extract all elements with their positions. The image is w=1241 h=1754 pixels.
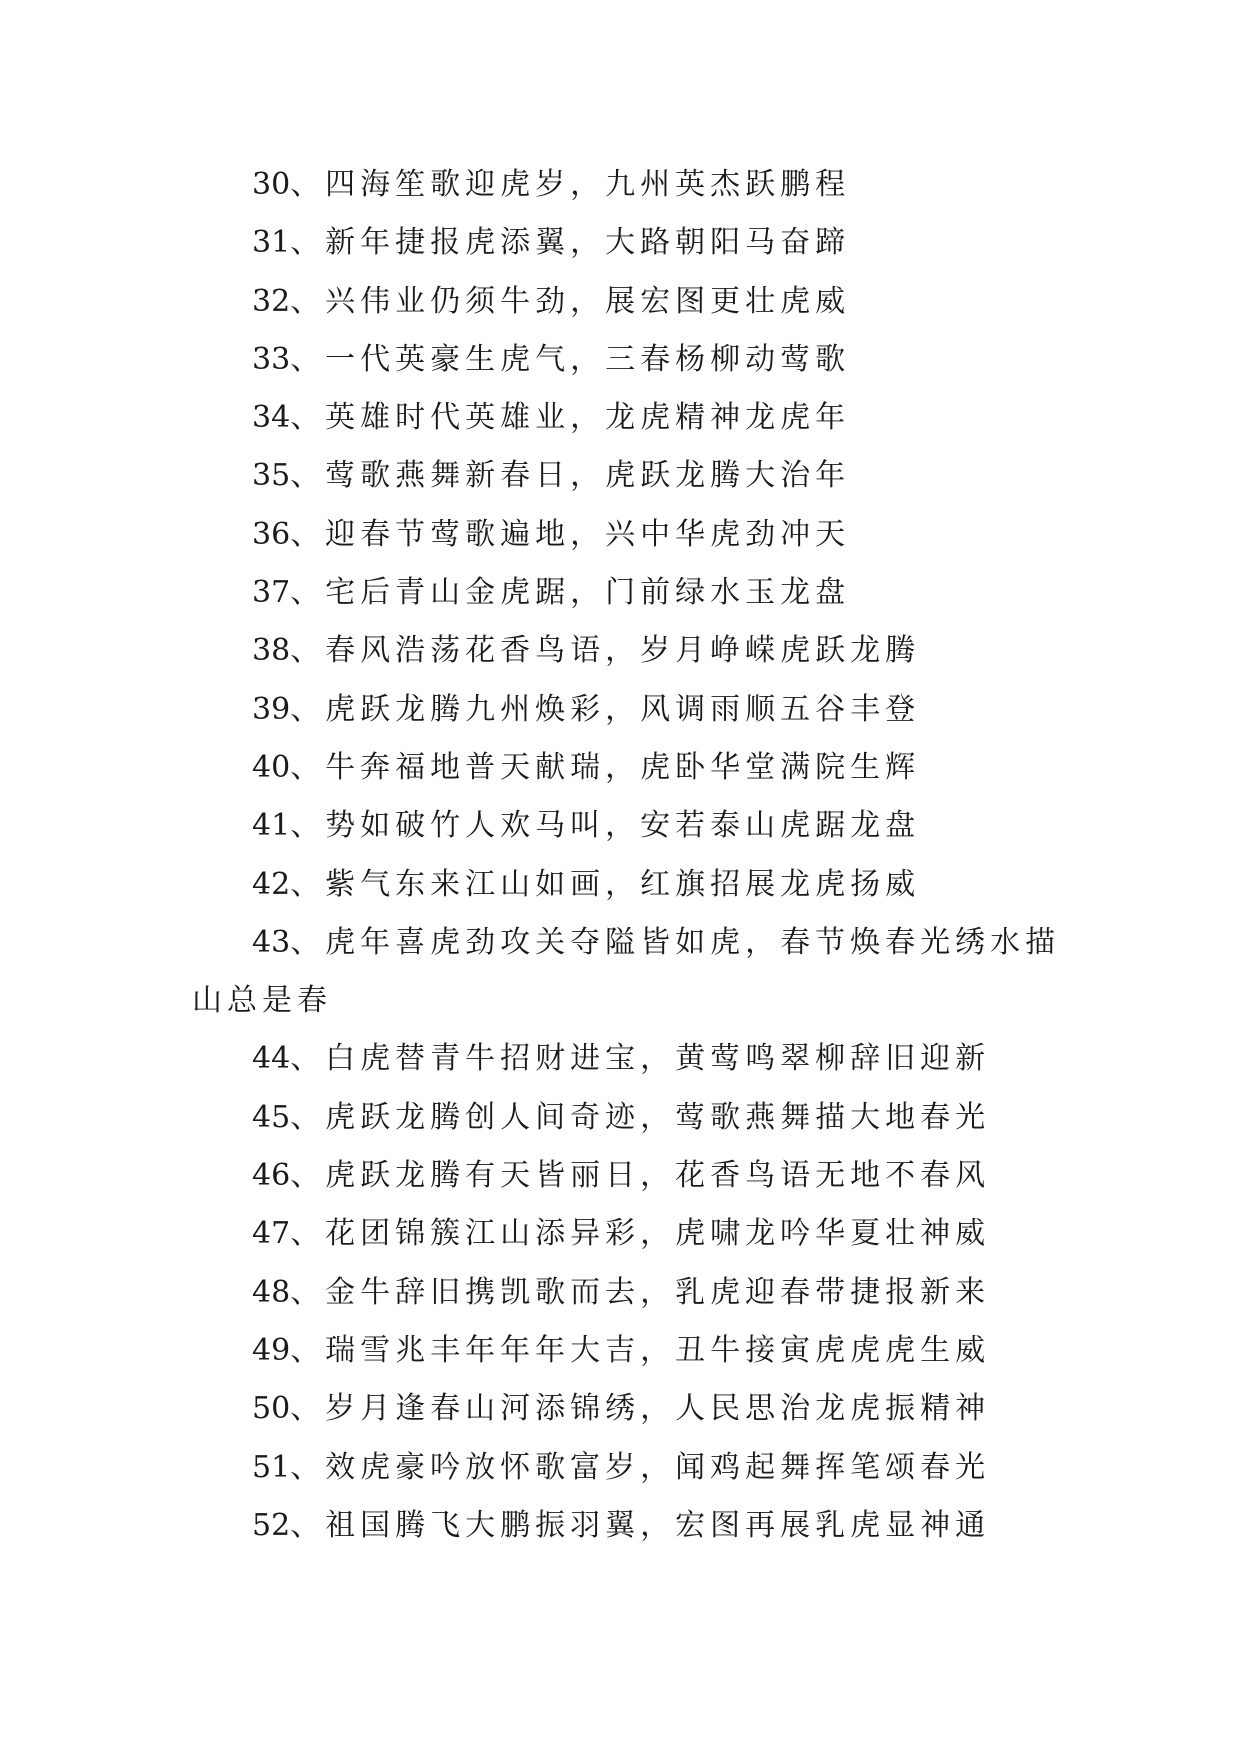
item-number: 49 [252,1332,291,1368]
item-text: 、效虎豪吟放怀歌富岁，闻鸡起舞挥笔颂春光 [290,1449,991,1485]
list-item [192,622,1062,680]
item-number: 40 [252,749,291,785]
item-number: 47 [252,1216,291,1252]
item-number: 39 [252,691,291,727]
list-item [192,1030,1062,1088]
item-number: 35 [252,458,291,494]
item-text: 、迎春节莺歌遍地，兴中华虎劲冲天 [290,516,851,552]
item-text: 、祖国腾飞大鹏振羽翼，宏图再展乳虎显神通 [290,1507,991,1543]
item-text: 、虎跃龙腾有天皆丽日，花香鸟语无地不春风 [290,1158,991,1194]
item-number: 41 [252,808,291,844]
list-item [192,273,1062,331]
list-item [192,1264,1062,1322]
item-text: 、花团锦簇江山添异彩，虎啸龙吟华夏壮神威 [290,1216,991,1252]
list-item [192,331,1062,389]
item-number: 50 [252,1391,291,1427]
list-item [192,1147,1062,1205]
item-number: 30 [252,167,291,202]
list-item [192,1439,1062,1497]
list-item [192,856,1062,914]
list-item [192,1380,1062,1438]
item-text: 、金牛辞旧携凯歌而去，乳虎迎春带捷报新来 [290,1274,991,1310]
item-number: 51 [252,1449,291,1485]
item-number: 46 [252,1158,291,1194]
item-number: 44 [252,1041,291,1077]
list-item [192,564,1062,622]
list-item [192,214,1062,272]
list-item [192,1205,1062,1263]
item-text: 、虎跃龙腾九州焕彩，风调雨顺五谷丰登 [290,691,921,727]
item-text: 、紫气东来江山如画，红旗招展龙虎扬威 [290,866,921,902]
list-item [192,506,1062,564]
item-text: 、英雄时代英雄业，龙虎精神龙虎年 [290,400,851,436]
list-item [192,447,1062,505]
list-item [192,1497,1062,1555]
item-number: 45 [252,1099,291,1135]
item-number: 38 [252,633,291,669]
item-text: 、瑞雪兆丰年年年大吉，丑牛接寅虎虎虎生威 [290,1332,991,1368]
item-text: 、岁月逢春山河添锦绣，人民思治龙虎振精神 [290,1391,991,1427]
item-text: 、势如破竹人欢马叫，安若泰山虎踞龙盘 [290,808,921,844]
item-text: 、四海笙歌迎虎岁，九州英杰跃鹏程 [290,167,851,202]
item-text: 、莺歌燕舞新春日，虎跃龙腾大治年 [290,458,851,494]
item-text: 、牛奔福地普天献瑞，虎卧华堂满院生辉 [290,749,921,785]
list-item [192,389,1062,447]
couplet-list [192,156,1062,1555]
item-text: 、虎跃龙腾创人间奇迹，莺歌燕舞描大地春光 [290,1099,991,1135]
item-number: 52 [252,1507,291,1543]
item-number: 31 [252,225,291,261]
item-number: 37 [252,575,291,611]
item-number: 48 [252,1274,291,1310]
item-text: 、春风浩荡花香鸟语，岁月峥嵘虎跃龙腾 [290,633,921,669]
list-item [192,681,1062,739]
item-text: 、一代英豪生虎气，三春杨柳动莺歌 [290,341,851,377]
item-number: 43 [252,924,291,960]
list-item [192,914,1062,1031]
item-text: 、虎年喜虎劲攻关夺隘皆如虎，春节焕春光绣水描山总是春 [192,924,1061,1019]
item-number: 34 [252,400,291,436]
list-item [192,156,1062,214]
list-item [192,1089,1062,1147]
item-number: 36 [252,516,291,552]
item-number: 32 [252,283,291,319]
item-text: 、白虎替青牛招财进宝，黄莺鸣翠柳辞旧迎新 [290,1041,991,1077]
list-item [192,1322,1062,1380]
list-item [192,739,1062,797]
list-item [192,797,1062,855]
item-number: 42 [252,866,291,902]
item-text: 、新年捷报虎添翼，大路朝阳马奋蹄 [290,225,851,261]
item-text: 、宅后青山金虎踞，门前绿水玉龙盘 [290,575,851,611]
item-number: 33 [252,341,291,377]
item-text: 、兴伟业仍须牛劲，展宏图更壮虎威 [290,283,851,319]
